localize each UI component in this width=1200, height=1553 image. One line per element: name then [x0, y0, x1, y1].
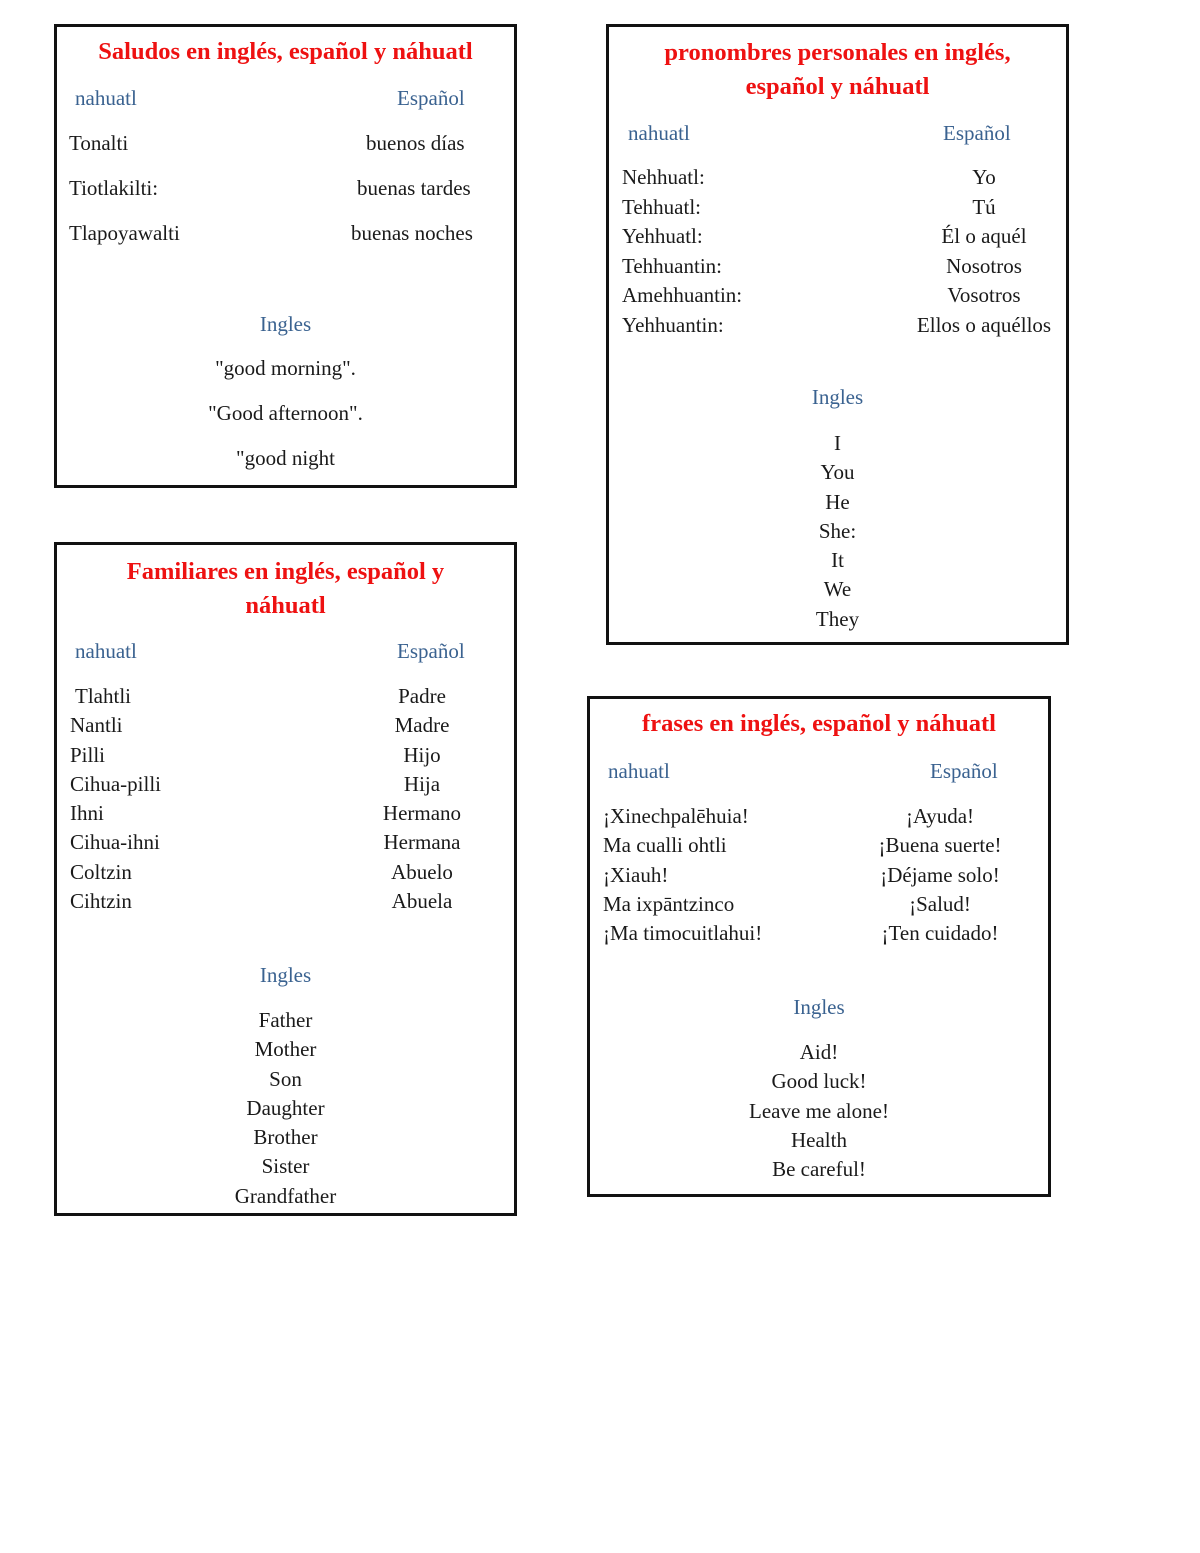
column-header-espanol: Español	[930, 759, 998, 783]
ingles-term: You	[820, 460, 855, 485]
espanol-term: Madre	[394, 713, 450, 738]
column-header-ingles: Ingles	[793, 995, 845, 1019]
espanol-term: ¡Ayuda!	[905, 804, 975, 828]
espanol-term: Nosotros	[946, 253, 1022, 278]
ingles-term: "Good afternoon".	[208, 401, 363, 425]
card-title-line1: Familiares en inglés, español y	[126, 558, 445, 585]
nahuatl-term: Ma cualli ohtli	[603, 833, 727, 858]
ingles-term: Brother	[253, 1125, 318, 1150]
nahuatl-term: Tiotlakilti:	[69, 176, 159, 200]
ingles-term: Good luck!	[771, 1069, 867, 1094]
card-pronombres	[606, 24, 1069, 645]
ingles-term: Daughter	[246, 1095, 325, 1120]
column-header-espanol: Español	[943, 121, 1011, 145]
column-header-ingles: Ingles	[259, 963, 312, 987]
espanol-term: Tú	[972, 194, 996, 219]
ingles-term: We	[823, 577, 852, 602]
nahuatl-term: Coltzin	[70, 859, 132, 884]
espanol-term: ¡Ten cuidado!	[881, 921, 999, 946]
ingles-term: Father	[258, 1008, 313, 1032]
column-header-ingles: Ingles	[811, 385, 864, 409]
nahuatl-term: Tonalti	[69, 131, 129, 155]
ingles-term: Be careful!	[772, 1157, 866, 1182]
espanol-term: Yo	[972, 165, 996, 189]
espanol-term: ¡Salud!	[909, 891, 971, 916]
nahuatl-term: Nehhuatl:	[622, 165, 705, 189]
nahuatl-term: Cihua-pilli	[70, 771, 161, 796]
espanol-term: Abuela	[391, 889, 453, 914]
nahuatl-term: Tehhuatl:	[622, 194, 702, 219]
espanol-term: Vosotros	[947, 283, 1021, 307]
nahuatl-term: ¡Xinechpalēhuia!	[603, 804, 749, 828]
column-header-nahuatl: nahuatl	[608, 759, 670, 783]
nahuatl-term: Tlapoyawalti	[69, 221, 180, 245]
column-header-ingles: Ingles	[259, 312, 312, 336]
nahuatl-term: Cihua-ihni	[70, 830, 160, 855]
column-header-espanol: Español	[397, 86, 465, 110]
espanol-term: buenos días	[366, 131, 465, 155]
column-header-nahuatl: nahuatl	[628, 121, 690, 145]
card-familiares	[54, 542, 517, 1216]
ingles-term: Son	[269, 1066, 302, 1091]
espanol-term: Hermana	[383, 830, 461, 855]
espanol-term: ¡Buena suerte!	[878, 833, 1002, 858]
ingles-term: Health	[791, 1127, 847, 1152]
ingles-term: They	[815, 606, 860, 631]
nahuatl-term: ¡Ma timocuitlahui!	[603, 921, 763, 946]
nahuatl-term: Ma ixpāntzinco	[603, 891, 735, 916]
espanol-term: Hijo	[403, 742, 441, 767]
nahuatl-term: Nantli	[70, 713, 123, 738]
column-header-nahuatl: nahuatl	[75, 639, 137, 663]
ingles-term: I	[834, 431, 841, 455]
column-header-nahuatl: nahuatl	[75, 86, 137, 110]
card-title: Saludos en inglés, español y náhuatl	[98, 38, 473, 65]
card-title-line2: español y náhuatl	[745, 73, 930, 100]
nahuatl-term: ¡Xiauh!	[603, 862, 669, 887]
nahuatl-term: Yehhuantin:	[622, 312, 724, 337]
nahuatl-term: Yehhuatl:	[622, 224, 703, 248]
ingles-term: She:	[818, 518, 857, 543]
ingles-term: "good night	[236, 446, 335, 470]
ingles-term: Mother	[254, 1037, 317, 1062]
card-saludos	[54, 24, 517, 488]
espanol-term: Ellos o aquéllos	[916, 312, 1052, 337]
column-header-espanol: Español	[397, 639, 465, 663]
espanol-term: buenas noches	[351, 221, 473, 245]
card-title-line1: pronombres personales en inglés,	[664, 39, 1011, 66]
ingles-term: Grandfather	[234, 1183, 337, 1208]
nahuatl-term: Cihtzin	[70, 889, 132, 914]
espanol-term: Él o aquél	[941, 224, 1027, 248]
espanol-term: Abuelo	[391, 859, 453, 884]
card-title: frases en inglés, español y náhuatl	[642, 710, 996, 737]
ingles-term: He	[825, 489, 850, 514]
card-title-line2: náhuatl	[245, 592, 326, 619]
espanol-term: buenas tardes	[357, 176, 471, 200]
card-frases	[587, 696, 1051, 1197]
espanol-term: Hermano	[382, 801, 462, 826]
ingles-term: Aid!	[799, 1040, 839, 1064]
nahuatl-term: Pilli	[70, 742, 106, 767]
nahuatl-term: Tehhuantin:	[622, 253, 723, 278]
espanol-term: ¡Déjame solo!	[880, 862, 1000, 887]
ingles-term: "good morning".	[215, 356, 356, 380]
nahuatl-term: Ihni	[70, 801, 104, 826]
nahuatl-term: Tlahtli	[75, 684, 131, 708]
ingles-term: Sister	[261, 1154, 310, 1179]
espanol-term: Padre	[398, 684, 446, 708]
ingles-term: It	[831, 548, 844, 573]
ingles-term: Leave me alone!	[749, 1098, 889, 1123]
nahuatl-term: Amehhuantin:	[622, 283, 743, 307]
espanol-term: Hija	[403, 771, 441, 796]
